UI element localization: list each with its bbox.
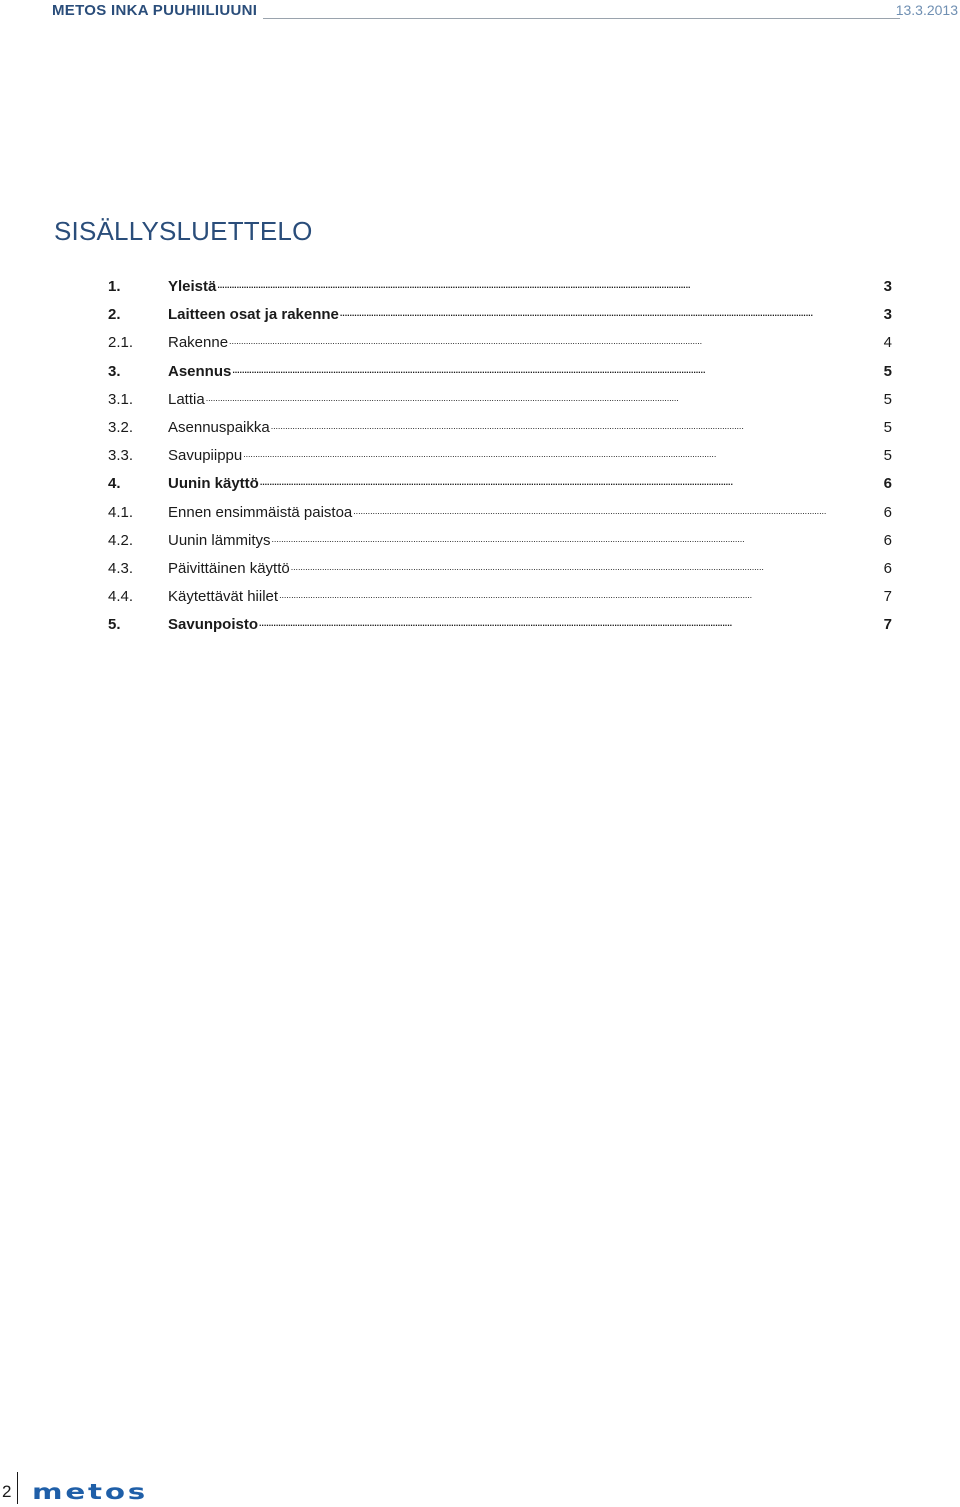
toc-entry-number: 4.2.	[108, 531, 134, 549]
toc-dot-leader	[353, 499, 882, 517]
toc-entry[interactable]	[108, 329, 892, 357]
toc-dot-leader	[272, 527, 883, 545]
toc-entry-title[interactable]: Savunpoisto	[168, 616, 259, 634]
toc-entry-number: 1.	[108, 278, 121, 295]
toc-entry-number: 3.1.	[108, 390, 134, 408]
toc-entry-title[interactable]: Yleistä	[168, 278, 217, 295]
toc-entry-page: 3	[883, 278, 892, 295]
toc-entry-title[interactable]: Käytettävät hiilet	[168, 588, 279, 606]
toc-dot-leader	[271, 414, 883, 432]
toc-dot-leader	[229, 329, 883, 347]
toc-entry-title[interactable]: Laitteen osat ja rakenne	[168, 306, 339, 324]
toc-entry[interactable]	[108, 301, 892, 329]
toc-entry-page: 5	[883, 418, 892, 436]
toc-entry-number: 5.	[108, 616, 121, 634]
toc-entry-page: 3	[883, 306, 892, 324]
document-title: METOS INKA PUUHIILIUUNI	[52, 2, 263, 19]
toc-entry[interactable]	[108, 527, 892, 555]
metos-logo	[32, 1482, 150, 1502]
toc-entry-title[interactable]: Savupiippu	[168, 447, 243, 465]
page-header	[52, 2, 958, 24]
toc-entry[interactable]	[108, 414, 892, 442]
toc-entry-title[interactable]: Lattia	[168, 390, 205, 408]
toc-entry[interactable]	[108, 499, 892, 527]
toc-dot-leader	[279, 583, 883, 601]
toc-dot-leader	[243, 442, 882, 460]
toc-entry-title[interactable]: Päivittäinen käyttö	[168, 559, 290, 577]
toc-entry-number: 2.	[108, 306, 121, 324]
page-number: 2	[2, 1482, 12, 1501]
toc-entry-page: 7	[883, 616, 892, 634]
toc-dot-leader	[340, 301, 883, 319]
toc-dot-leader	[291, 555, 883, 573]
toc-entry-number: 4.	[108, 475, 121, 493]
toc-dot-leader	[232, 358, 882, 376]
toc-entry[interactable]	[108, 583, 892, 611]
table-of-contents	[108, 273, 892, 639]
toc-heading: SISÄLLYSLUETTELO	[54, 216, 313, 246]
toc-dot-leader	[206, 386, 883, 404]
toc-entry-page: 4	[883, 334, 892, 352]
toc-entry[interactable]	[108, 470, 892, 498]
toc-entry-page: 6	[883, 503, 892, 521]
toc-entry-title[interactable]: Asennus	[168, 362, 232, 380]
toc-entry-title[interactable]: Asennuspaikka	[168, 418, 270, 436]
logo-wordmark: metos	[32, 1482, 148, 1502]
toc-entry[interactable]	[108, 555, 892, 583]
toc-entry-title[interactable]: Ennen ensimmäistä paistoa	[168, 503, 353, 521]
toc-entry-number: 4.3.	[108, 559, 134, 577]
toc-entry-number: 2.1.	[108, 334, 134, 352]
toc-entry-number: 3.3.	[108, 447, 134, 465]
toc-entry-page: 6	[883, 475, 892, 493]
toc-entry-page: 6	[883, 531, 892, 549]
footer-divider	[17, 1472, 18, 1504]
toc-entry-number: 3.2.	[108, 418, 134, 436]
toc-entry-title[interactable]: Rakenne	[168, 334, 229, 352]
toc-entry-title[interactable]: Uunin käyttö	[168, 475, 259, 493]
toc-entry-page: 5	[883, 362, 892, 380]
toc-dot-leader	[260, 470, 883, 488]
toc-entry-number: 4.4.	[108, 588, 134, 606]
toc-dot-leader	[259, 611, 883, 629]
toc-entry[interactable]	[108, 386, 892, 414]
toc-entry-page: 5	[883, 390, 892, 408]
document-date: 13.3.2013	[895, 2, 958, 18]
toc-entry-page: 5	[883, 447, 892, 465]
toc-entry-number: 4.1.	[108, 503, 134, 521]
toc-dot-leader	[217, 273, 882, 291]
toc-entry-title[interactable]: Uunin lämmitys	[168, 531, 271, 549]
toc-entry-number: 3.	[108, 362, 121, 380]
toc-entry[interactable]	[108, 273, 892, 301]
toc-entry[interactable]	[108, 358, 892, 386]
page-footer	[0, 1472, 200, 1507]
toc-entry[interactable]	[108, 611, 892, 639]
toc-entry-page: 7	[883, 588, 892, 606]
toc-entry[interactable]	[108, 442, 892, 470]
toc-entry-page: 6	[883, 559, 892, 577]
